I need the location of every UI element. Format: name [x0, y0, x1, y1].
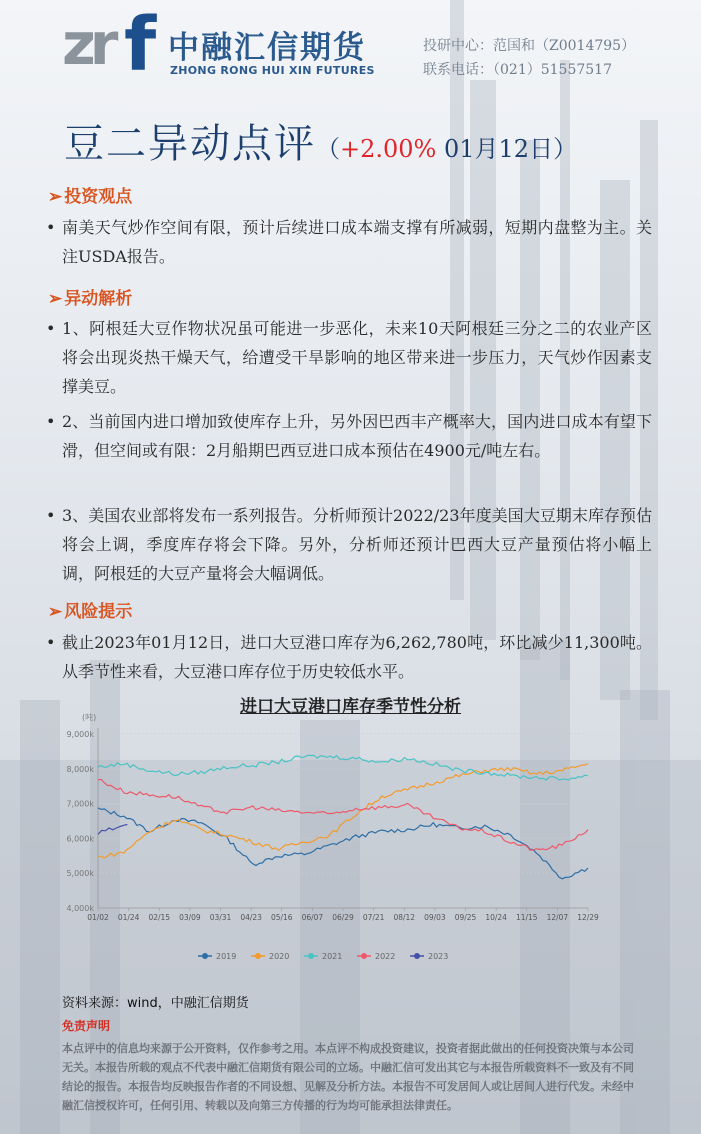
title-open-paren: （ [316, 135, 340, 163]
y-tick-label: 9,000k [66, 730, 94, 739]
x-tick-label: 11/15 [515, 913, 538, 922]
bullet-movement-analysis-3: • 3、美国农业部将发布一系列报告。分析师预计2022/23年度美国大豆期末库存预估将会上调，季度库存将会下降。另外，分析师还预计巴西大豆产量预估将小幅上调，阿根廷的大豆产量将会大幅调低。 [46, 501, 652, 588]
x-tick-label: 01/24 [117, 913, 140, 922]
x-tick-label: 09/25 [454, 913, 477, 922]
arrow-icon: ➢ [48, 289, 63, 309]
x-tick-label: 02/15 [148, 913, 171, 922]
company-logo [62, 2, 375, 88]
arrow-icon: ➢ [48, 602, 63, 622]
bullet-dot: • [46, 412, 56, 431]
series-line-2023 [98, 825, 127, 835]
bullet-movement-analysis-1: • 1、阿根廷大豆作物状况虽可能进一步恶化，未来10天阿根廷三分之二的农业产区将会出现炎热干燥天气，给遭受干旱影响的地区带来进一步压力，天气炒作因素支撑美豆。 [46, 314, 652, 401]
x-tick-label: 03/31 [209, 913, 232, 922]
disclaimer-heading: 免责声明 [62, 1019, 111, 1033]
series-line-2020 [98, 764, 588, 859]
bullet-dot: • [46, 506, 56, 525]
x-tick-label: 05/16 [270, 913, 293, 922]
legend-label-2022: 2022 [375, 952, 396, 961]
title-date: 01月12日） [436, 135, 578, 163]
legend-label-2019: 2019 [216, 952, 237, 961]
bullet-dot: • [46, 319, 56, 338]
analyst-info: 投研中心：范国和（Z0014795） [423, 38, 636, 54]
contact-info [423, 34, 635, 82]
y-tick-label: 6,000k [66, 834, 94, 844]
phone-info: 联系电话：（021）51557517 [423, 62, 612, 78]
report-title [64, 112, 577, 169]
logo-english-name: ZHONG RONG HUI XIN FUTURES [170, 64, 375, 77]
chart-title: 进口大豆港口库存季节性分析 [240, 697, 461, 717]
y-axis-unit-label: (吨) [82, 713, 97, 722]
x-tick-label: 10/24 [485, 913, 507, 922]
disclaimer-text: 本点评中的信息均来源于公开资料，仅作参考之用。本点评不构成投资建议，投资者据此做出的任何投资决策与本公司无关。本报告所载的观点不代表中融汇信期货有限公司的立场。中融汇信可发出其它与本报告所载资料不一致及有不同结论的报告。本报告均反映报告作者的不同设想、见解及分析方法。本报告不可发居间人或让居间人进行代发。未经中融汇信授权许可，任何引用、转载以及向第三方传播的行为均可能承担法律责任。 [62, 1042, 634, 1112]
y-tick-label: 5,000k [66, 869, 94, 879]
bullet-investment-view-1: • 南美天气炒作空间有限，预计后续进口成本端支撑有所减弱，短期内盘整为主。关注USDA报告。 [46, 213, 652, 271]
x-tick-label: 09/03 [424, 913, 446, 922]
legend-marker-2022 [361, 953, 367, 959]
legend-label-2020: 2020 [269, 952, 290, 961]
y-tick-label: 4,000k [66, 904, 94, 913]
seasonal-inventory-chart [60, 710, 620, 980]
x-tick-label: 12/29 [577, 913, 599, 922]
arrow-icon: ➢ [48, 187, 63, 207]
section-heading-risk-warning: ➢ 风险提示 [48, 602, 133, 622]
legend-label-2021: 2021 [322, 952, 343, 961]
y-tick-label: 7,000k [66, 799, 94, 809]
x-tick-label: 12/07 [546, 913, 569, 922]
x-tick-label: 03/09 [179, 913, 201, 922]
x-tick-label: 06/29 [332, 913, 354, 922]
data-source: 资料来源：wind，中融汇信期货 [62, 996, 249, 1011]
bullet-dot: • [46, 218, 56, 237]
logo-mark: zr [62, 10, 113, 78]
logo-letter-f: f [124, 2, 157, 88]
legend-label-2023: 2023 [428, 952, 449, 961]
legend-marker-2020 [255, 953, 261, 959]
x-tick-label: 07/21 [362, 913, 385, 922]
bullet-risk-warning-1: • 截止2023年01月12日，进口大豆港口库存为6,262,780吨，环比减少11,300吨。从季节性来看，大豆港口库存位于历史较低水平。 [46, 628, 652, 686]
x-tick-label: 04/23 [240, 913, 262, 922]
section-heading-movement-analysis: ➢ 异动解析 [48, 289, 133, 309]
title-change-pct: +2.00% [340, 135, 437, 163]
bullet-dot: • [46, 633, 56, 652]
y-tick-label: 8,000k [66, 764, 94, 774]
legend-marker-2021 [308, 953, 314, 959]
x-tick-label: 01/02 [87, 913, 109, 922]
legend-marker-2023 [414, 953, 420, 959]
legend-marker-2019 [202, 953, 208, 959]
x-tick-label: 08/12 [393, 913, 416, 922]
title-main: 豆二异动点评 [64, 121, 316, 167]
bullet-movement-analysis-2: • 2、当前国内进口增加致使库存上升，另外因巴西丰产概率大，国内进口成本有望下滑，但空间或有限：2月船期巴西豆进口成本预估在4900元/吨左右。 [46, 407, 652, 465]
section-heading-investment-view: ➢ 投资观点 [48, 187, 133, 207]
x-tick-label: 06/07 [301, 913, 324, 922]
logo-chinese-name: 中融汇信期货 [168, 30, 366, 66]
